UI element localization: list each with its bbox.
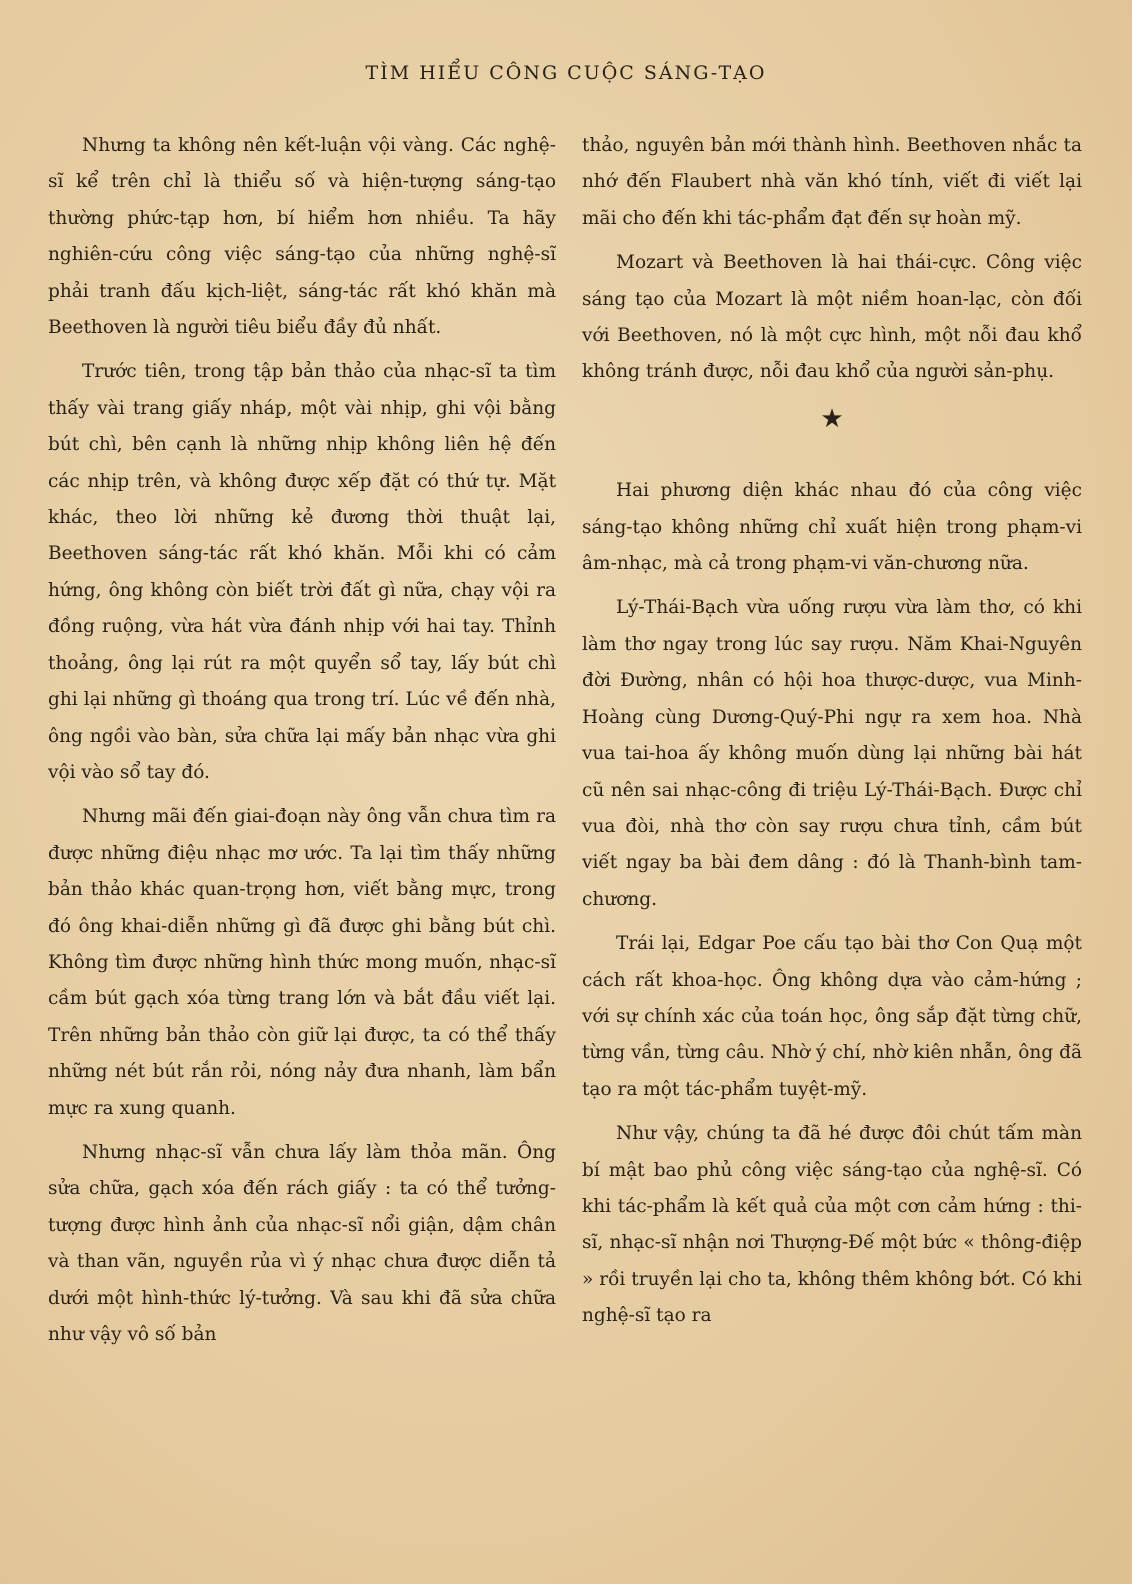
paragraph: Nhưng mãi đến giai-đoạn này ông vẫn chưa tìm ra được những điệu nhạc mơ ước. Ta lại tìm thấy những bản thảo khác quan-trọng hơn, viết bằng mực, trong đó ông khai-diễn những gì đã được ghi bằng bút chì. Không tìm được những hình thức mong muốn, nhạc-sĩ cầm bút gạch xóa từng trang lớn và bắt đầu viết lại. Trên những bản thảo còn giữ lại được, ta có thể thấy những nét bút rắn rỏi, nóng nảy đưa nhanh, làm bẩn mực ra xung quanh. [48,806,556,1119]
paragraph: Hai phương diện khác nhau đó của công việc sáng-tạo không những chỉ xuất hiện trong phạm-vi âm-nhạc, mà cả trong phạm-vi văn-chương nữa. [582,480,1082,575]
paragraph: Mozart và Beethoven là hai thái-cực. Công việc sáng tạo của Mozart là một niềm hoan-lạc, còn đối với Beethoven, nó là một cực hình, một nỗi đau khổ không tránh được, nỗi đau khổ của người sản-phụ. [582,252,1082,383]
left-column [48,128,556,1361]
paragraph: Như vậy, chúng ta đã hé được đôi chút tấm màn bí mật bao phủ công việc sáng-tạo của nghệ-sĩ. Có khi tác-phẩm là kết quả của một cơn cảm hứng : thi-sĩ, nhạc-sĩ nhận nơi Thượng-Đế một bức « thông-điệp » rồi truyền lại cho ta, không thêm không bớt. Có khi nghệ-sĩ tạo ra [582,1123,1082,1327]
paragraph: Trước tiên, trong tập bản thảo của nhạc-sĩ ta tìm thấy vài trang giấy nháp, một vài nhịp, ghi vội bằng bút chì, bên cạnh là những nhịp không liên hệ đến các nhịp trên, và không được xếp đặt có thứ tự. Mặt khác, theo lời những kẻ đương thời thuật lại, Beethoven sáng-tác rất khó khăn. Mỗi khi có cảm hứng, ông không còn biết trời đất gì nữa, chạy vội ra đồng ruộng, vừa hát vừa đánh nhịp với hai tay. Thỉnh thoảng, ông lại rút ra một quyển sổ tay, lấy bút chì ghi lại những gì thoáng qua trong trí. Lúc về đến nhà, ông ngồi vào bàn, sửa chữa lại mấy bản nhạc vừa ghi vội vào sổ tay đó. [48,361,556,783]
paragraph: Lý-Thái-Bạch vừa uống rượu vừa làm thơ, có khi làm thơ ngay trong lúc say rượu. Năm Khai-Nguyên đời Đường, nhân có hội hoa thược-dược, vua Minh-Hoàng cùng Dương-Quý-Phi ngự ra xem hoa. Nhà vua tai-hoa ấy không muốn dùng lại những bài hát cũ nên sai nhạc-công đi triệu Lý-Thái-Bạch. Được chỉ vua đòi, nhà thơ còn say rượu chưa tỉnh, cầm bút viết ngay ba bài đem dâng : đó là Thanh-bình tam-chương. [582,597,1082,910]
paragraph: Nhưng ta không nên kết-luận vội vàng. Các nghệ-sĩ kể trên chỉ là thiểu số và hiện-tượng sáng-tạo thường phức-tạp hơn, bí hiểm hơn nhiều. Ta hãy nghiên-cứu công việc sáng-tạo của những nghệ-sĩ phải tranh đấu kịch-liệt, sáng-tác rất khó khăn mà Beethoven là người tiêu biểu đầy đủ nhất. [48,135,556,339]
paragraph: thảo, nguyên bản mới thành hình. Beethoven nhắc ta nhớ đến Flaubert nhà văn khó tính, viết đi viết lại mãi cho đến khi tác-phẩm đạt đến sự hoàn mỹ. [582,135,1082,229]
right-column [582,128,1082,1343]
paragraph: Nhưng nhạc-sĩ vẫn chưa lấy làm thỏa mãn. Ông sửa chữa, gạch xóa đến rách giấy : ta có thể tưởng-tượng được hình ảnh của nhạc-sĩ nổi giận, dậm chân và than vãn, nguyền rủa vì ý nhạc chưa được diễn tả dưới một hình-thức lý-tưởng. Và sau khi đã sửa chữa như vậy vô số bản [48,1141,556,1345]
running-head: TÌM HIỂU CÔNG CUỘC SÁNG-TẠO [365,62,767,84]
paragraph: Trái lại, Edgar Poe cấu tạo bài thơ Con Quạ một cách rất khoa-học. Ông không dựa vào cảm-hứng ; với sự chính xác của toán học, ông sắp đặt từng chữ, từng vần, từng câu. Nhờ ý chí, nhờ kiên nhẫn, ông đã tạo ra một tác-phẩm tuyệt-mỹ. [582,933,1082,1100]
star-separator-icon: ★ [820,403,844,434]
